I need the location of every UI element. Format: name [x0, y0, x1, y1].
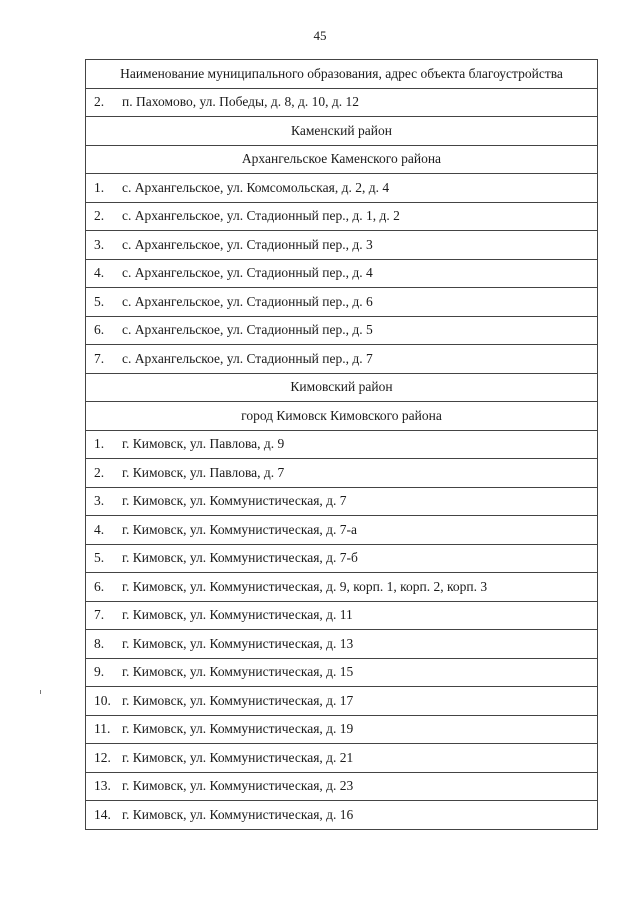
table-row — [86, 687, 598, 716]
row-number: 5. — [94, 550, 105, 566]
row-address: г. Кимовск, ул. Коммунистическая, д. 7-а — [122, 521, 358, 537]
row-address: г. Кимовск, ул. Павлова, д. 7 — [122, 464, 285, 480]
row-cell — [86, 231, 598, 260]
row-number: 8. — [94, 635, 105, 651]
row-address: г. Кимовск, ул. Коммунистическая, д. 23 — [122, 778, 354, 794]
row-cell — [86, 288, 598, 317]
table-row — [86, 744, 598, 773]
row-cell — [86, 630, 598, 659]
margin-mark — [40, 690, 41, 694]
row-cell — [86, 459, 598, 488]
row-cell — [86, 601, 598, 630]
table-row — [86, 288, 598, 317]
row-number: 5. — [94, 293, 105, 309]
row-number: 1. — [94, 436, 105, 452]
row-cell — [86, 687, 598, 716]
section-title: город Кимовск Кимовского района — [86, 402, 598, 431]
table-row — [86, 174, 598, 203]
table-row — [86, 801, 598, 830]
row-cell — [86, 573, 598, 602]
row-cell — [86, 430, 598, 459]
row-address: с. Архангельское, ул. Стадионный пер., д. 5 — [122, 322, 373, 338]
table-row — [86, 259, 598, 288]
section-row — [86, 402, 598, 431]
row-cell — [86, 715, 598, 744]
row-cell — [86, 544, 598, 573]
row-cell — [86, 259, 598, 288]
row-address: г. Кимовск, ул. Коммунистическая, д. 7-б — [122, 550, 358, 566]
row-number: 2. — [94, 208, 105, 224]
row-cell — [86, 772, 598, 801]
section-title: Архангельское Каменского района — [86, 145, 598, 174]
row-number: 4. — [94, 521, 105, 537]
row-address: г. Кимовск, ул. Коммунистическая, д. 15 — [122, 664, 354, 680]
table-row — [86, 516, 598, 545]
row-number: 2. — [94, 94, 105, 110]
row-address: г. Кимовск, ул. Коммунистическая, д. 9, корп. 1, корп. 2, корп. 3 — [122, 578, 488, 594]
table-body — [86, 60, 598, 830]
row-number: 2. — [94, 464, 105, 480]
table-row — [86, 715, 598, 744]
table-row — [86, 345, 598, 374]
row-number: 6. — [94, 578, 105, 594]
row-address: г. Кимовск, ул. Коммунистическая, д. 13 — [122, 635, 354, 651]
row-address: г. Кимовск, ул. Коммунистическая, д. 11 — [122, 607, 353, 623]
row-cell — [86, 801, 598, 830]
table-header-row — [86, 60, 598, 89]
row-address: г. Кимовск, ул. Коммунистическая, д. 21 — [122, 749, 354, 765]
table-row — [86, 430, 598, 459]
section-row — [86, 373, 598, 402]
section-row — [86, 117, 598, 146]
row-address: п. Пахомово, ул. Победы, д. 8, д. 10, д. 12 — [122, 94, 359, 110]
table-row — [86, 658, 598, 687]
table-row — [86, 772, 598, 801]
row-address: г. Кимовск, ул. Павлова, д. 9 — [122, 436, 285, 452]
table-row — [86, 202, 598, 231]
section-row — [86, 145, 598, 174]
row-cell — [86, 744, 598, 773]
row-number: 4. — [94, 265, 105, 281]
table-row — [86, 630, 598, 659]
row-address: с. Архангельское, ул. Стадионный пер., д. 3 — [122, 236, 373, 252]
page-number: 45 — [313, 28, 327, 43]
table-row — [86, 487, 598, 516]
row-cell — [86, 174, 598, 203]
row-number: 10. — [94, 692, 111, 708]
row-address: с. Архангельское, ул. Стадионный пер., д. 1, д. 2 — [122, 208, 400, 224]
row-number: 1. — [94, 179, 105, 195]
row-address: с. Архангельское, ул. Стадионный пер., д. 4 — [122, 265, 373, 281]
row-cell — [86, 516, 598, 545]
table-row — [86, 573, 598, 602]
table-row — [86, 459, 598, 488]
table-row — [86, 316, 598, 345]
row-address: г. Кимовск, ул. Коммунистическая, д. 7 — [122, 493, 347, 509]
row-number: 3. — [94, 493, 105, 509]
row-number: 13. — [94, 778, 111, 794]
table-row — [86, 544, 598, 573]
section-title: Кимовский район — [86, 373, 598, 402]
table-row — [86, 231, 598, 260]
row-cell — [86, 487, 598, 516]
row-number: 14. — [94, 806, 111, 822]
row-cell — [86, 316, 598, 345]
row-cell — [86, 88, 598, 117]
row-address: с. Архангельское, ул. Комсомольская, д. 2, д. 4 — [122, 179, 390, 195]
table-row — [86, 601, 598, 630]
row-address: с. Архангельское, ул. Стадионный пер., д. 7 — [122, 350, 373, 366]
row-cell — [86, 658, 598, 687]
table-header: Наименование муниципального образования, адрес объекта благоустройства — [86, 60, 598, 89]
row-number: 9. — [94, 664, 105, 680]
row-number: 3. — [94, 236, 105, 252]
row-address: г. Кимовск, ул. Коммунистическая, д. 19 — [122, 721, 354, 737]
row-number: 7. — [94, 607, 105, 623]
row-number: 6. — [94, 322, 105, 338]
row-address: г. Кимовск, ул. Коммунистическая, д. 17 — [122, 692, 354, 708]
section-title: Каменский район — [86, 117, 598, 146]
row-number: 11. — [94, 721, 111, 737]
row-cell — [86, 345, 598, 374]
row-address: г. Кимовск, ул. Коммунистическая, д. 16 — [122, 806, 354, 822]
address-table — [85, 59, 598, 830]
row-cell — [86, 202, 598, 231]
row-address: с. Архангельское, ул. Стадионный пер., д. 6 — [122, 293, 373, 309]
row-number: 7. — [94, 350, 105, 366]
table-row — [86, 88, 598, 117]
row-number: 12. — [94, 749, 111, 765]
